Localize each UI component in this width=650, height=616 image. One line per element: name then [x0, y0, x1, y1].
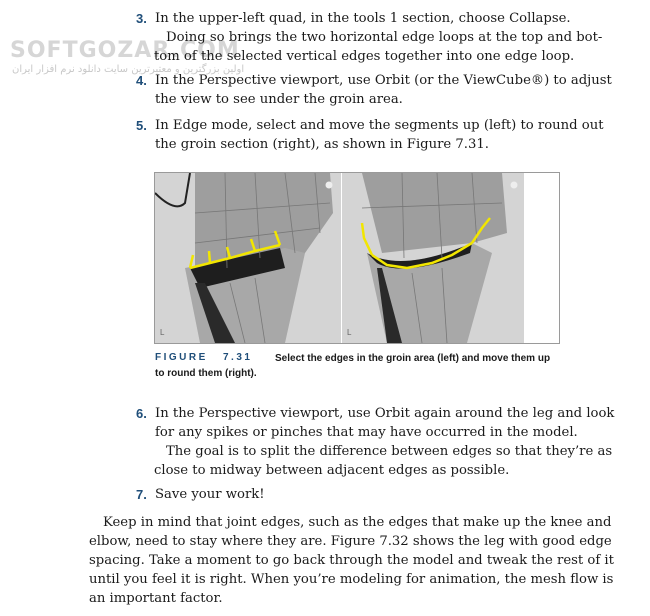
body-line: an important factor. [89, 591, 223, 606]
step-text: In the Perspective viewport, use Orbit (or the ViewCube®) to adjust [155, 73, 612, 88]
step-note: tom of the selected vertical edges together into one edge loop. [154, 49, 575, 64]
step-text: the view to see under the groin area. [155, 92, 403, 107]
step-text: In Edge mode, select and move the segments up (left) to round out [155, 118, 604, 133]
body-line: Keep in mind that joint edges, such as the edges that make up the knee and [103, 515, 612, 530]
step-number: 6. [136, 406, 147, 421]
step-text: In the Perspective viewport, use Orbit again around the leg and look [155, 406, 615, 421]
body-line: spacing. Take a moment to go back through the model and tweak the rest of it [89, 553, 614, 568]
figure-label: FIGURE [155, 352, 208, 363]
step-note: Doing so brings the two horizontal edge loops at the top and bot- [166, 30, 603, 45]
step-note: close to midway between adjacent edges as possible. [154, 463, 510, 478]
right-viewport [342, 173, 559, 343]
body-line: until you feel it is right. When you’re modeling for animation, the mesh flow is [89, 572, 614, 587]
figure-caption-text: to round them (right). [155, 368, 257, 379]
watermark-logo: SOFTGOZAR.COM [10, 38, 240, 63]
step-number: 3. [136, 11, 147, 26]
step-text: the groin section (right), as shown in Figure 7.31. [155, 137, 489, 152]
step-text: for any spikes or pinches that may have occurred in the model. [155, 425, 578, 440]
step-number: 5. [136, 118, 147, 133]
viewport-screenshots [155, 173, 559, 343]
step-number: 4. [136, 73, 147, 88]
step-number: 7. [136, 487, 147, 502]
figure-caption-text: Select the edges in the groin area (left) and move them up [275, 353, 551, 364]
step-text: Save your work! [155, 487, 265, 502]
figure-number: 7.31 [223, 352, 253, 363]
watermark-subtitle: اولین بزرگترین و معتبرترین سایت دانلود نرم افزار ایران [12, 64, 245, 75]
figure-7-31-image [154, 172, 560, 344]
svg-text:L: L [160, 328, 165, 337]
body-line: elbow, need to stay where they are. Figure 7.32 shows the leg with good edge [89, 534, 612, 549]
svg-text:L: L [347, 328, 352, 337]
step-note: The goal is to split the difference between edges so that they’re as [166, 444, 613, 459]
step-text: In the upper-left quad, in the tools 1 section, choose Collapse. [155, 11, 571, 26]
left-viewport [155, 173, 341, 343]
